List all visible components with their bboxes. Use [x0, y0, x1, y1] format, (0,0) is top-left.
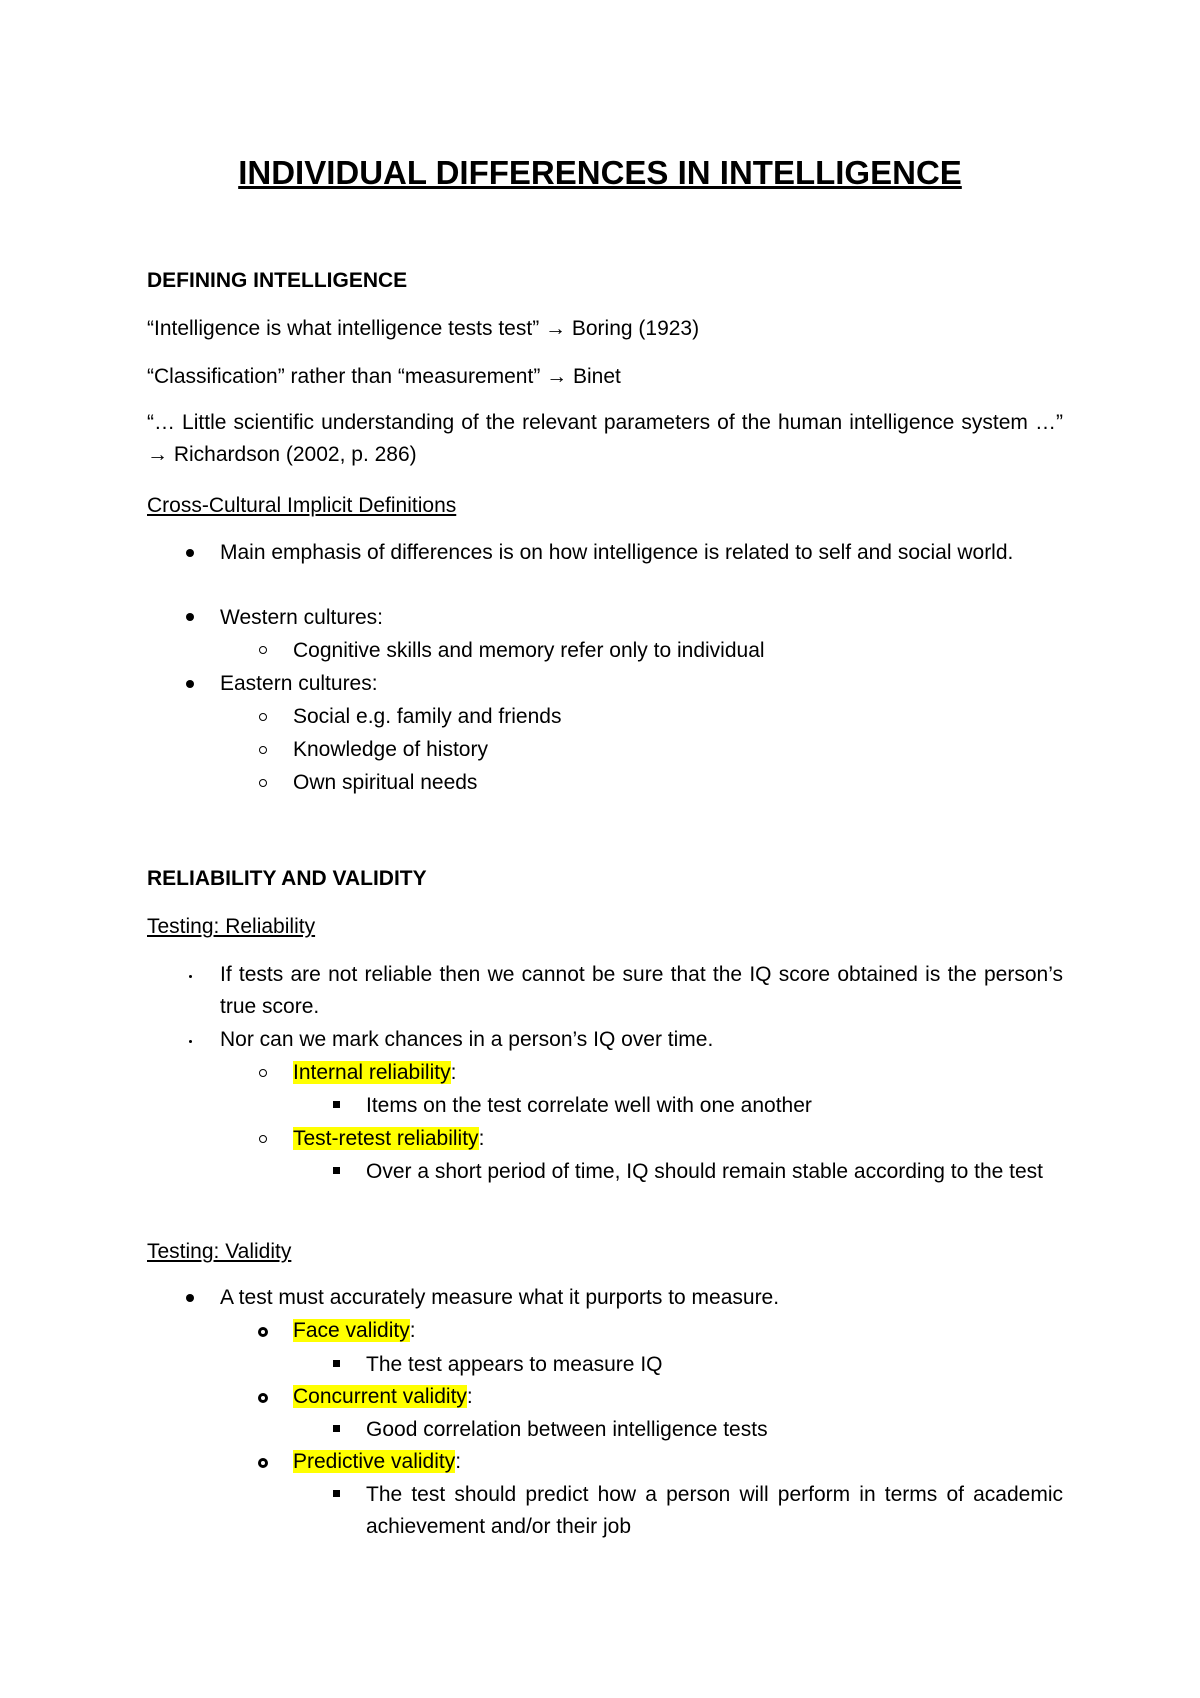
colon: :: [409, 1319, 416, 1342]
subheading-validity: Testing: Validity: [147, 1240, 292, 1263]
colon: :: [450, 1061, 457, 1084]
list-item-spiritual: Own spiritual needs: [293, 771, 478, 794]
bullet-icon: [186, 613, 194, 621]
document-title: INDIVIDUAL DIFFERENCES IN INTELLIGENCE: [238, 154, 962, 191]
list-item-not-reliable: If tests are not reliable then we cannot be sure that the IQ score obtained is the person’s true score.: [220, 963, 1063, 1018]
list-item-western: Western cultures:: [220, 606, 384, 629]
term-test-retest-reliability: Test-retest reliability: [293, 1127, 479, 1150]
sub-bullet-icon: [258, 1327, 268, 1337]
list-item-eastern: Eastern cultures:: [220, 672, 378, 695]
list-item-face-validity: [293, 1318, 416, 1344]
colon: :: [455, 1450, 462, 1473]
sub-bullet-icon: [258, 1458, 268, 1468]
subheading-reliability: Testing: Reliability: [147, 915, 316, 938]
quote-richardson: “… Little scientific understanding of the relevant parameters of the human intelligence system …” → Richardson (2002, p. 286): [147, 411, 1063, 466]
sub-bullet-icon: [259, 1135, 267, 1143]
square-bullet-icon: [333, 1101, 340, 1108]
colon: :: [478, 1127, 485, 1150]
sub-bullet-icon: [259, 746, 267, 754]
colon: :: [466, 1385, 473, 1408]
list-item-predictive-validity: [293, 1449, 461, 1475]
sub-bullet-icon: [259, 713, 267, 721]
sub-bullet-icon: [258, 1393, 268, 1403]
term-internal-reliability: Internal reliability: [293, 1061, 451, 1084]
quote-boring: “Intelligence is what intelligence tests test” → Boring (1923): [147, 317, 700, 340]
list-item-test-retest: [293, 1126, 484, 1152]
desc-concurrent-validity: Good correlation between intelligence tests: [366, 1418, 768, 1441]
bullet-icon: [186, 549, 194, 557]
list-item-cognitive: Cognitive skills and memory refer only to individual: [293, 639, 765, 662]
list-item-social: Social e.g. family and friends: [293, 705, 562, 728]
square-bullet-icon: [333, 1490, 340, 1497]
list-item-accurately-measure: A test must accurately measure what it purports to measure.: [220, 1286, 780, 1309]
bullet-icon: [189, 975, 192, 978]
quote-binet: “Classification” rather than “measurement” → Binet: [147, 365, 621, 388]
sub-bullet-icon: [259, 779, 267, 787]
sub-bullet-icon: [259, 1069, 267, 1077]
bullet-icon: [186, 1294, 194, 1302]
section-heading-reliability: RELIABILITY AND VALIDITY: [147, 867, 427, 890]
list-item-main-emphasis: Main emphasis of differences is on how intelligence is related to self and social world.: [220, 541, 1014, 564]
list-item-mark-chances: Nor can we mark chances in a person’s IQ over time.: [220, 1028, 714, 1051]
subheading-cross-cultural: Cross-Cultural Implicit Definitions: [147, 494, 457, 517]
term-face-validity: Face validity: [293, 1319, 410, 1342]
square-bullet-icon: [333, 1425, 340, 1432]
desc-predictive-validity: The test should predict how a person will perform in terms of academic achievement and/or their job: [366, 1483, 1063, 1538]
list-item-history: Knowledge of history: [293, 738, 488, 761]
list-item-concurrent-validity: [293, 1384, 473, 1410]
desc-face-validity: The test appears to measure IQ: [366, 1353, 663, 1376]
term-predictive-validity: Predictive validity: [293, 1450, 456, 1473]
square-bullet-icon: [333, 1167, 340, 1174]
desc-internal-reliability: Items on the test correlate well with one another: [366, 1094, 812, 1117]
list-item-internal-reliability: [293, 1060, 456, 1086]
section-heading-defining: DEFINING INTELLIGENCE: [147, 269, 408, 292]
sub-bullet-icon: [259, 646, 267, 654]
square-bullet-icon: [333, 1360, 340, 1367]
bullet-icon: [189, 1040, 192, 1043]
term-concurrent-validity: Concurrent validity: [293, 1385, 467, 1408]
desc-test-retest: Over a short period of time, IQ should remain stable according to the test: [366, 1160, 1044, 1183]
bullet-icon: [186, 680, 194, 688]
